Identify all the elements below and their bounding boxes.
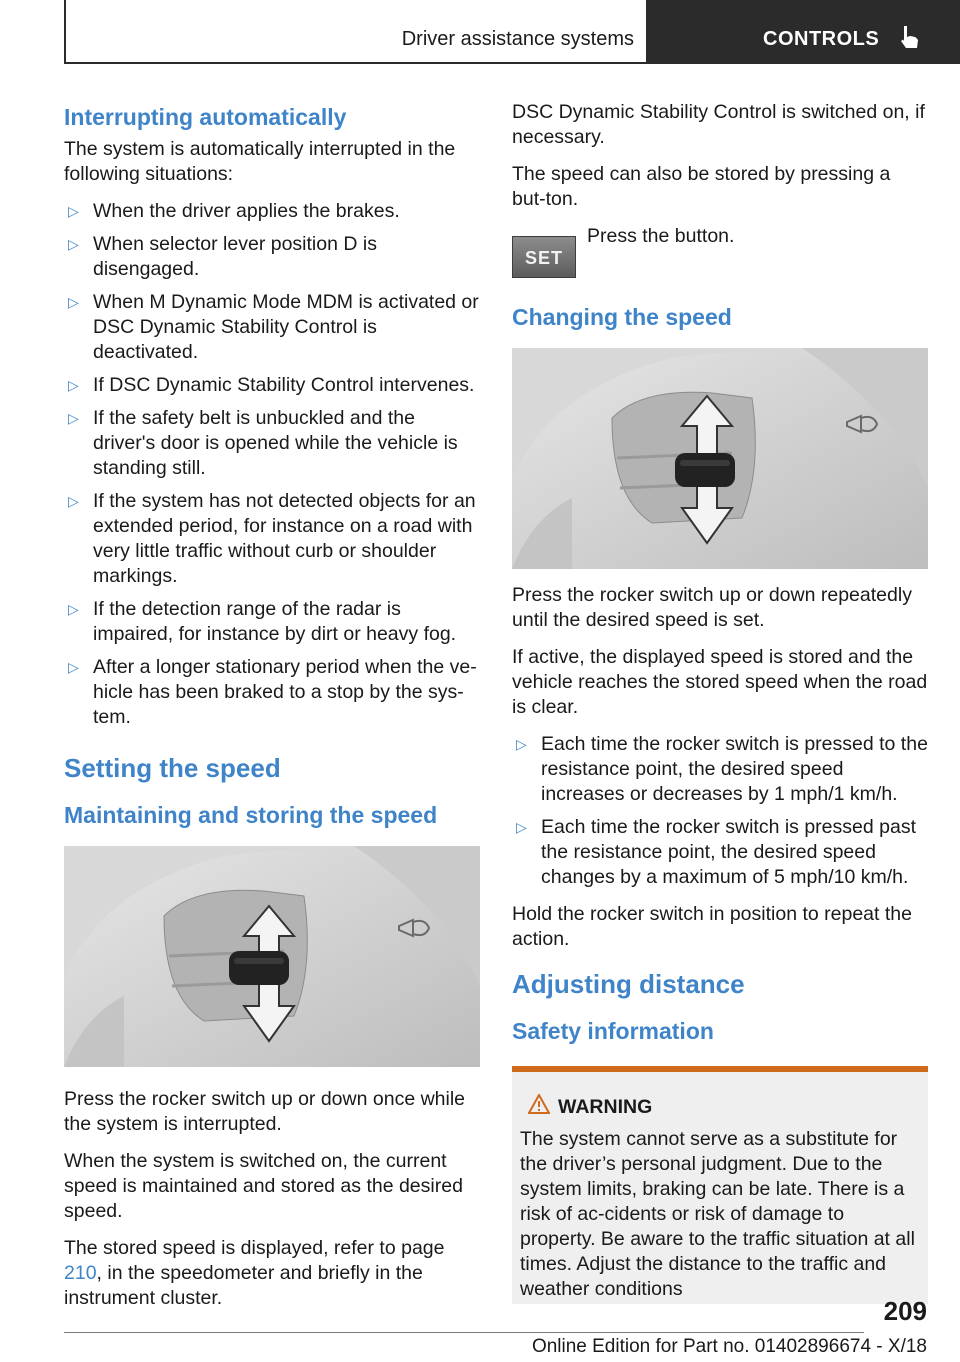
list-item: ▷ When selector lever position D is disengaged.: [68, 233, 377, 280]
bullet-triangle-icon: ▷: [68, 493, 79, 509]
paragraph-press-once: Press the rocker switch up or down once while the system is interrupted.: [64, 1088, 466, 1135]
chapter-tab: [648, 0, 960, 64]
steering-wheel-rocker-switch-image: [64, 846, 480, 1067]
list-item: ▷ When the driver applies the brakes.: [68, 200, 400, 222]
heading-adjusting-distance: Adjusting distance: [512, 969, 745, 999]
paragraph-if-active: If active, the displayed speed is stored and the vehicle reaches the stored speed when the road is clear.: [512, 646, 928, 718]
heading-maintaining-speed: Maintaining and storing the speed: [64, 802, 438, 828]
section-tab: [64, 0, 648, 64]
bullet-triangle-icon: ▷: [68, 659, 79, 675]
hand-pointer-icon: [898, 24, 920, 52]
warning-triangle-icon: [528, 1094, 550, 1114]
paragraph-switched-on: When the system is switched on, the current speed is maintained and stored as the desired speed.: [64, 1150, 463, 1222]
page-header: [64, 0, 960, 64]
list-item: ▷ If the safety belt is unbuckled and the driver's door is opened while the vehicle is standing still.: [68, 407, 458, 479]
paragraph-press-button: Press the button.: [587, 225, 735, 247]
list-item: ▷ Each time the rocker switch is pressed past the resistance point, the desired speed changes by a maximum of 5 mph/10 km/h.: [516, 816, 916, 888]
page-reference-link[interactable]: 210: [64, 1262, 97, 1284]
paragraph-dsc: DSC Dynamic Stability Control is switched on, if necessary.: [512, 101, 925, 148]
steering-wheel-rocker-switch-image-2: [512, 348, 928, 569]
heading-interrupting: Interrupting automatically: [64, 104, 347, 130]
interrupt-list: [64, 199, 482, 730]
bullet-triangle-icon: ▷: [68, 410, 79, 426]
list-item: ▷ If DSC Dynamic Stability Control intervenes.: [68, 374, 475, 396]
bullet-triangle-icon: ▷: [516, 819, 527, 835]
footer-divider: [64, 1332, 864, 1333]
heading-changing-speed: Changing the speed: [512, 304, 732, 330]
warning-text: The system cannot serve as a substitute for the driver’s personal judgment. Due to the system limits, braking can be late. There is a risk of ac‐cidents or risk of damage to property. Be aware to the traffic situation at all times. Adjust the distance to the traffic and weather conditions: [520, 1128, 915, 1300]
paragraph-hold: Hold the rocker switch in position to repeat the action.: [512, 903, 912, 950]
right-column: [512, 100, 928, 1304]
warning-box: [512, 1066, 928, 1304]
edition-footer: Online Edition for Part no. 01402896674 - X/18: [531, 1336, 927, 1357]
page-number: 209: [883, 1296, 927, 1326]
bullet-triangle-icon: ▷: [68, 236, 79, 252]
warning-heading: WARNING: [558, 1096, 922, 1119]
section-title: Driver assistance systems: [401, 28, 634, 50]
speed-change-list: [512, 732, 928, 890]
paragraph-stored-speed: The stored speed is displayed, refer to page 210, in the speedometer and briefly in the instrument cluster.: [64, 1237, 445, 1309]
list-item: ▷ If the detection range of the radar is impaired, for instance by dirt or heavy fog.: [68, 598, 457, 645]
set-button-image: SET: [512, 236, 576, 278]
heading-setting-speed: Setting the speed: [64, 753, 281, 783]
heading-safety-information: Safety information: [512, 1018, 714, 1044]
paragraph-store-button: The speed can also be stored by pressing a but‐ton.: [512, 163, 891, 210]
paragraph-interrupt-intro: The system is automatically interrupted in the following situations:: [64, 138, 456, 185]
chapter-title: CONTROLS: [763, 28, 880, 50]
bullet-triangle-icon: ▷: [68, 294, 79, 310]
bullet-triangle-icon: ▷: [516, 736, 527, 752]
bullet-triangle-icon: ▷: [68, 377, 79, 393]
list-item: ▷ When M Dynamic Mode MDM is activated or DSC Dynamic Stability Control is deactivated.: [68, 291, 479, 363]
set-button-row: [512, 224, 928, 284]
list-item: ▷ If the system has not detected objects for an extended period, for instance on a road with very little traffic without curb or shoulder markings.: [68, 490, 476, 587]
bullet-triangle-icon: ▷: [68, 601, 79, 617]
left-column: [64, 100, 482, 1323]
bullet-triangle-icon: ▷: [68, 203, 79, 219]
list-item: ▷ After a longer stationary period when the ve‐hicle has been braked to a stop by the sys‐tem.: [68, 656, 477, 728]
paragraph-press-repeat: Press the rocker switch up or down repeatedly until the desired speed is set.: [512, 584, 912, 631]
list-item: ▷ Each time the rocker switch is pressed to the resistance point, the desired speed increases or decreases by 1 mph/1 km/h.: [516, 733, 928, 805]
